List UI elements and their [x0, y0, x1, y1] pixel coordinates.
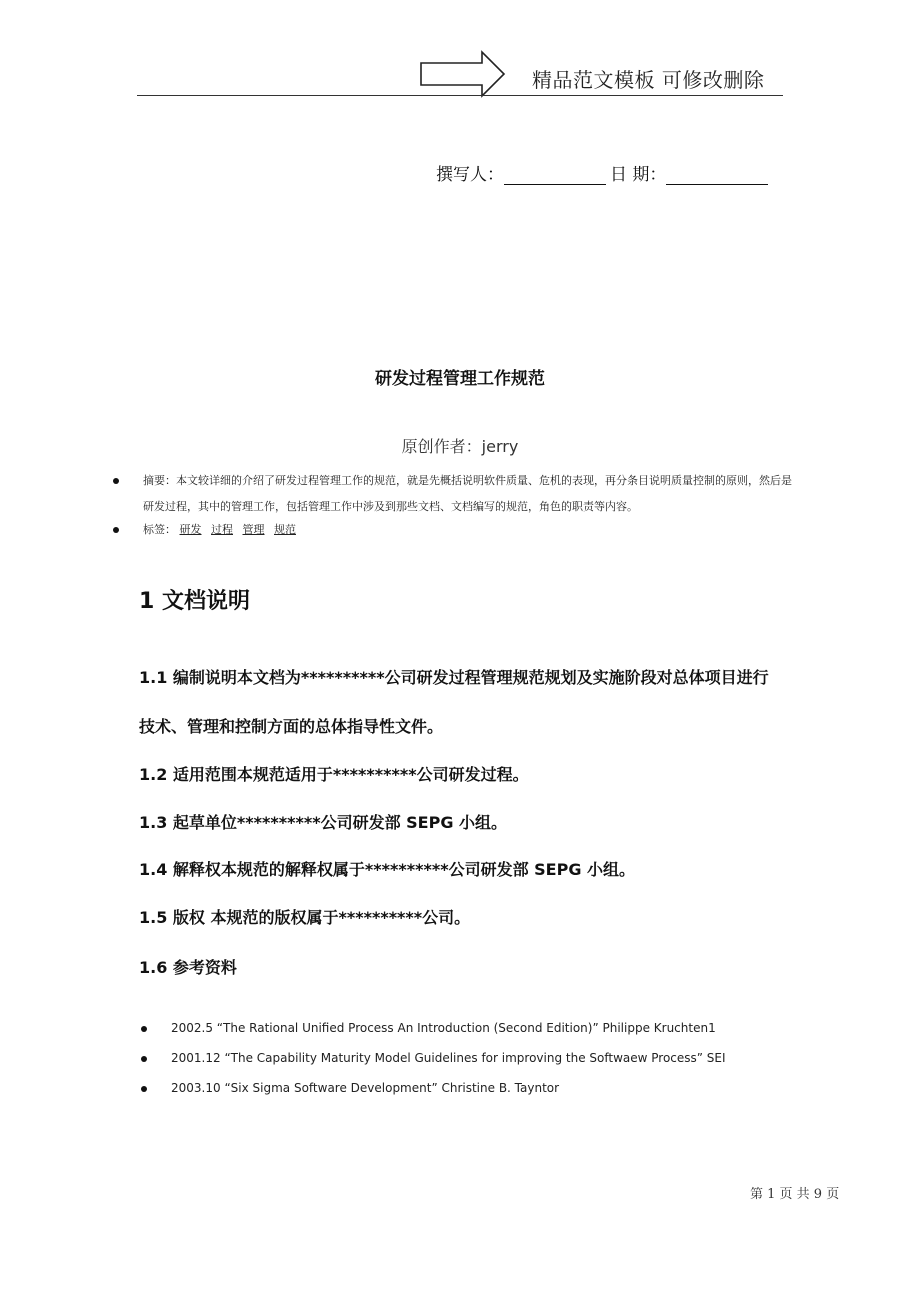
tag-link[interactable]: 管理 — [242, 523, 265, 536]
subsection-1-4: 1.4 解释权本规范的解释权属于**********公司研发部 SEPG 小组。 — [139, 860, 636, 879]
section-heading: 1 文档说明 — [139, 589, 250, 614]
reference-item: 2002.5 “The Rational Unified Process An Introduction (Second Edition)” Philippe Kruchten1 — [171, 1021, 716, 1035]
summary-text: 摘要：本文较详细的介绍了研发过程管理工作的规范，就是先概括说明软件质量、危机的表现，再分条目说明质量控制的原则，然后是研发过程，其中的管理工作，包括管理工作中涉及到那些文档、文档编写的规范，角色的职责等内容。 — [143, 474, 792, 513]
tags-label: 标签： — [143, 523, 176, 536]
tag-link[interactable]: 规范 — [274, 523, 296, 536]
subsection-1-5: 1.5 版权 本规范的版权属于**********公司。 — [139, 908, 471, 927]
page-number: 第 1 页 共 9 页 — [750, 1187, 840, 1202]
subsection-1-3: 1.3 起草单位**********公司研发部 SEPG 小组。 — [139, 813, 508, 832]
subsection-1-2: 1.2 适用范围本规范适用于**********公司研发过程。 — [139, 765, 529, 784]
tags-bullet — [113, 527, 119, 533]
author-label: 撰写人： — [436, 165, 504, 185]
header-banner-text: 精品范文模板 可修改删除 — [532, 68, 765, 92]
reference-item: 2003.10 “Six Sigma Software Development” Christine B. Tayntor — [171, 1081, 560, 1095]
reference-bullet — [141, 1026, 147, 1032]
date-label: 日 期： — [610, 165, 667, 185]
tag-link[interactable]: 过程 — [211, 523, 233, 536]
document-title: 研发过程管理工作规范 — [375, 369, 545, 389]
summary-bullet — [113, 478, 119, 484]
author-field[interactable] — [504, 166, 606, 185]
subsection-1-1: 1.1 编制说明本文档为**********公司研发过程管理规范规划及实施阶段对总体项目进行 — [139, 668, 769, 687]
subsection-1-6: 1.6 参考资料 — [139, 958, 237, 977]
original-author: 原创作者：jerry — [401, 437, 519, 456]
header-rule — [137, 95, 783, 96]
tag-link[interactable]: 研发 — [179, 523, 202, 536]
header-arrow-icon — [420, 50, 506, 98]
author-date-line — [436, 160, 768, 185]
reference-bullet — [141, 1056, 147, 1062]
date-field[interactable] — [666, 166, 768, 185]
tags-line — [143, 517, 302, 543]
subsection-1-1-cont: 技术、管理和控制方面的总体指导性文件。 — [139, 717, 444, 736]
reference-item: 2001.12 “The Capability Maturity Model Guidelines for improving the Softwaew Process” SEI — [171, 1051, 726, 1065]
reference-bullet — [141, 1086, 147, 1092]
